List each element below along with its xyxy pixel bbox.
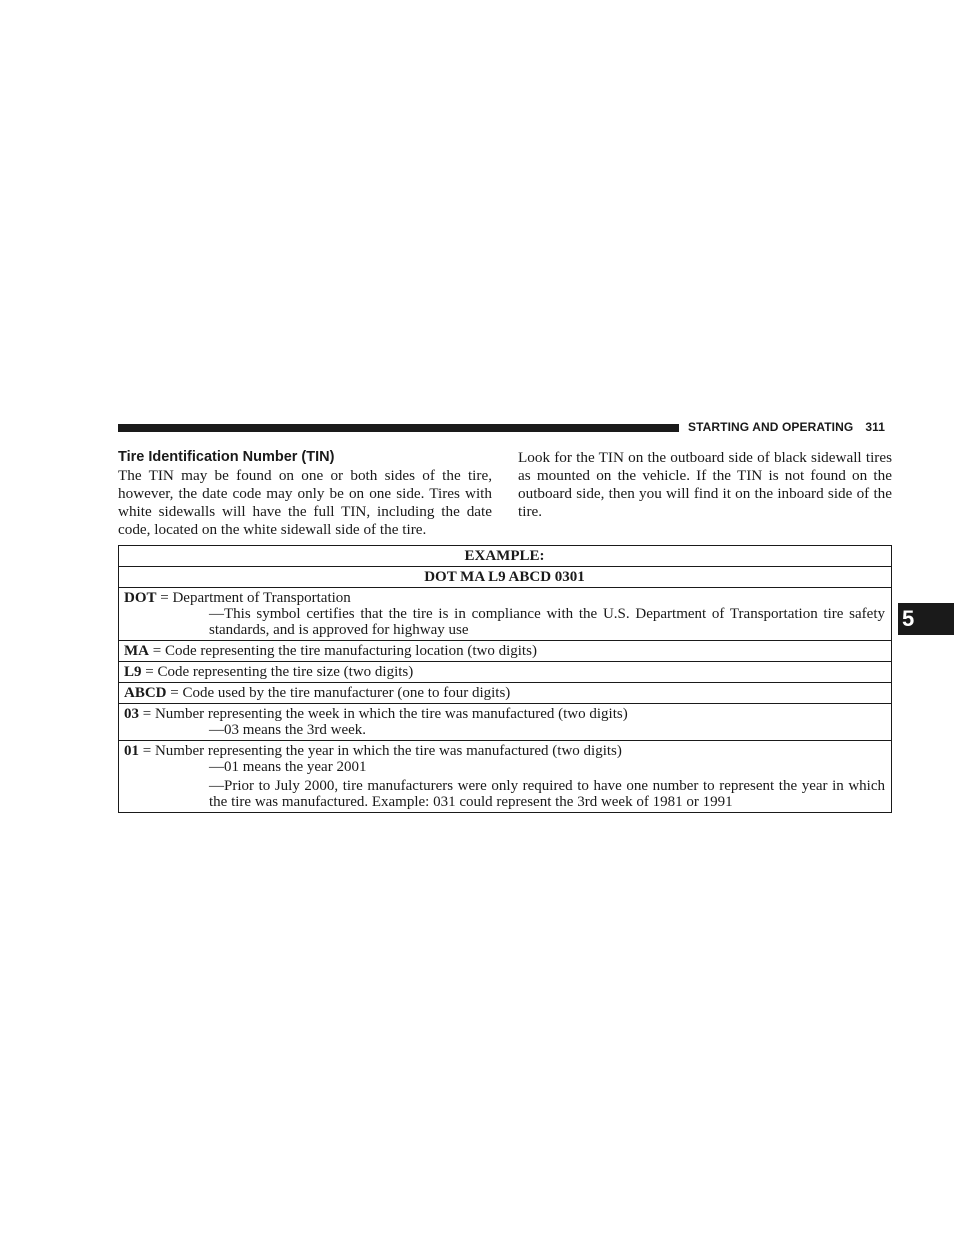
table-row	[119, 641, 892, 662]
table-cell	[119, 588, 892, 641]
row-code: DOT	[124, 590, 157, 606]
row-definition	[124, 685, 885, 701]
row-code: 01	[124, 743, 139, 759]
row-note: —Prior to July 2000, tire manufacturers were only required to have one number to represent the year in which the tire was manufactured. Example: 031 could represent the 3rd week of 1981 or 1991	[209, 778, 885, 810]
row-text: = Code used by the tire manufacturer (one to four digits)	[166, 685, 511, 701]
row-text: = Number representing the week in which the tire was manufactured (two digits)	[139, 706, 628, 722]
table-row	[119, 741, 892, 813]
tin-example-table	[118, 545, 892, 813]
row-text: = Department of Transportation	[156, 590, 351, 606]
running-head	[688, 420, 885, 434]
table-cell	[119, 662, 892, 683]
section-title: Tire Identification Number (TIN)	[118, 449, 335, 465]
running-head-section: STARTING AND OPERATING	[688, 420, 854, 434]
table-row	[119, 546, 892, 567]
row-text: = Code representing the tire size (two digits)	[141, 664, 414, 680]
table-cell	[119, 683, 892, 704]
row-code: L9	[124, 664, 142, 680]
example-value: DOT MA L9 ABCD 0301	[119, 567, 892, 588]
row-note: —01 means the year 2001	[209, 759, 367, 775]
table-row	[119, 662, 892, 683]
table-row	[119, 588, 892, 641]
row-definition	[124, 643, 885, 659]
page-number: 311	[865, 420, 885, 434]
example-label: EXAMPLE:	[119, 546, 892, 567]
chapter-tab: 5	[898, 603, 954, 635]
row-note: —03 means the 3rd week.	[209, 722, 367, 738]
header-rule	[118, 424, 679, 432]
row-note: —This symbol certifies that the tire is in compliance with the U.S. Department of Transportation tire safety standards, and is approved for highway use	[209, 606, 885, 638]
table-cell	[119, 704, 892, 741]
table-row	[119, 567, 892, 588]
row-definition	[124, 743, 885, 759]
row-code: 03	[124, 706, 139, 722]
table-row	[119, 704, 892, 741]
paragraph-right: Look for the TIN on the outboard side of black sidewall tires as mounted on the vehicle. If the TIN is not found on the outboard side, then you will find it on the inboard side of the tire.	[518, 449, 892, 520]
row-text: = Number representing the year in which the tire was manufactured (two digits)	[139, 743, 622, 759]
table-row	[119, 683, 892, 704]
row-code: ABCD	[124, 685, 167, 701]
row-definition	[124, 706, 885, 722]
paragraph-left: The TIN may be found on one or both sides of the tire, however, the date code may only be on one side. Tires with white sidewalls will have the full TIN, including the date code, located on the white sidewall side of the tire.	[118, 467, 492, 538]
row-code: MA	[124, 643, 149, 659]
row-definition	[124, 590, 885, 606]
table-cell	[119, 641, 892, 662]
row-text: = Code representing the tire manufacturing location (two digits)	[149, 643, 537, 659]
table-cell	[119, 741, 892, 813]
row-definition	[124, 664, 885, 680]
